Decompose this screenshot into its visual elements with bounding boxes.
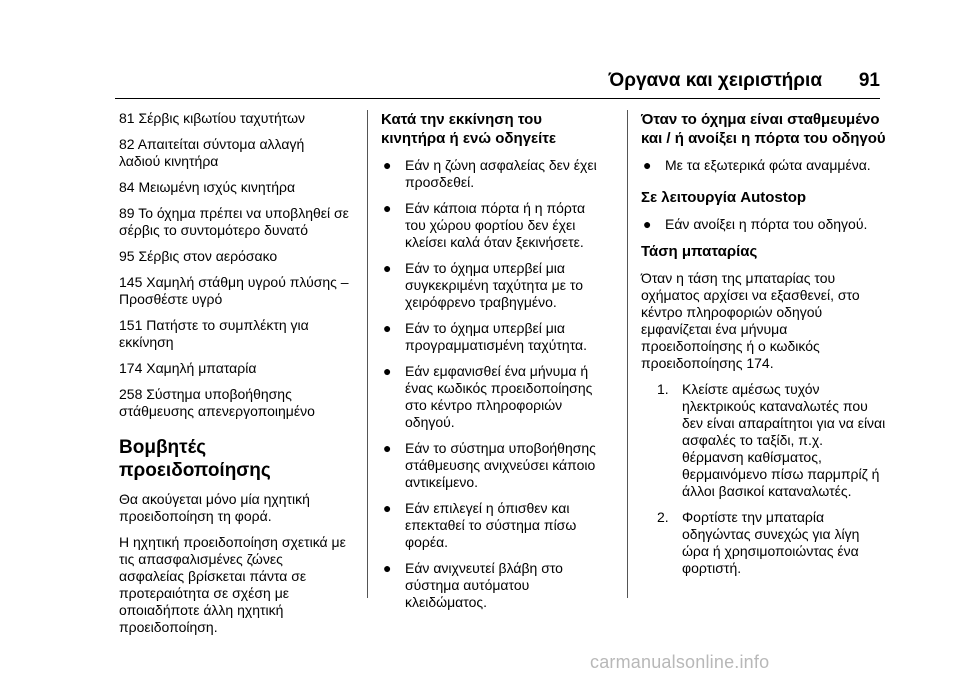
autostop-heading: Σε λειτουργία Autostop bbox=[641, 189, 807, 206]
list-item: ● Εάν ανιχνευτεί βλάβη στο σύστημα αυτόματου κλειδώματος. bbox=[383, 560, 563, 610]
list-item: ● Εάν ανοίξει η πόρτα του οδηγού. bbox=[643, 216, 868, 232]
bullet-icon: ● bbox=[643, 157, 652, 173]
page-header bbox=[0, 68, 880, 98]
column-2 bbox=[381, 110, 609, 620]
code-item: 82 Απαιτείται σύντομα αλλαγή λαδιού κινητήρα bbox=[119, 136, 305, 169]
chimes-paragraph-1: Θα ακούγεται μόνο μία ηχητική προειδοποίηση τη φορά. bbox=[119, 491, 310, 524]
engine-start-heading: Κατά την εκκίνηση του κινητήρα ή ενώ οδηγείτε bbox=[381, 111, 557, 147]
list-item: ● Εάν το σύστημα υποβοήθησης στάθμευσης ανιχνεύσει κάποιο αντικείμενο. bbox=[383, 440, 596, 490]
step-number: 1. bbox=[657, 381, 669, 397]
code-item: 89 Το όχημα πρέπει να υποβληθεί σε σέρβις το συντομότερο δυνατό bbox=[119, 205, 349, 238]
bullet-icon: ● bbox=[643, 216, 652, 232]
step-text: Κλείστε αμέσως τυχόν ηλεκτρικούς καταναλωτές που δεν είναι απαραίτητοι για να είναι ασφαλές το ταξίδι, π.χ. θέρμανση καθίσματος, θερμαινόμενο πίσω παρμπρίζ ή άλλοι βασικοί καταναλωτές. bbox=[682, 381, 886, 499]
chimes-heading: Βομβητές προειδοποίησης bbox=[119, 437, 271, 481]
watermark: carmanualsonline.info bbox=[590, 652, 770, 672]
step-number: 2. bbox=[657, 509, 669, 525]
list-item: ● Εάν κάποια πόρτα ή η πόρτα του χώρου φορτίου δεν έχει κλείσει καλά όταν ξεκινήσετε. bbox=[383, 200, 586, 250]
list-item: ● Εάν το όχημα υπερβεί μια προγραμματισμένη ταχύτητα. bbox=[383, 320, 588, 353]
list-item: ● Εάν το όχημα υπερβεί μια συγκεκριμένη ταχύτητα με το χειρόφρενο τραβηγμένο. bbox=[383, 260, 583, 310]
chimes-paragraph-2: Η ηχητική προειδοποίηση σχετικά με τις απασφαλισμένες ζώνες ασφαλείας βρίσκεται πάντα σε προτεραιότητα σε σχέση με οποιαδήποτε άλλη ηχητική προειδοποίηση. bbox=[119, 534, 346, 635]
code-item: 84 Μειωμένη ισχύς κινητήρα bbox=[119, 179, 296, 195]
code-item: 151 Πατήστε το συμπλέκτη για εκκίνηση bbox=[119, 317, 309, 350]
bullet-icon: ● bbox=[383, 320, 392, 336]
code-item: 174 Χαμηλή μπαταρία bbox=[119, 360, 257, 376]
bullet-icon: ● bbox=[383, 440, 392, 456]
battery-heading: Τάση μπαταρίας bbox=[641, 243, 758, 260]
list-item: ● Εάν η ζώνη ασφαλείας δεν έχει προσδεθεί. bbox=[383, 157, 597, 190]
list-item bbox=[641, 381, 886, 500]
bullet-icon: ● bbox=[383, 363, 392, 379]
list-item: ● Εάν εμφανισθεί ένα μήνυμα ή ένας κωδικός προειδοποίησης στο κέντρο πληροφοριών οδηγού. bbox=[383, 363, 593, 430]
page-number: 91 bbox=[858, 70, 880, 91]
column-1 bbox=[119, 110, 349, 645]
bullet-icon: ● bbox=[383, 157, 392, 173]
parked-heading: Όταν το όχημα είναι σταθμευμένο και / ή ανοίξει η πόρτα του οδηγού bbox=[641, 111, 886, 147]
column-divider-2 bbox=[627, 110, 628, 598]
battery-paragraph: Όταν η τάση της μπαταρίας του οχήματος αρχίσει να εξασθενεί, στο κέντρο πληροφοριών οδηγού εμφανίζεται ένα μήνυμα προειδοποίησης ή ο κωδικός προειδοποίησης 174. bbox=[641, 270, 860, 371]
list-item bbox=[641, 509, 886, 577]
step-text: Φορτίστε την μπαταρία οδηγώντας συνεχώς για λίγη ώρα ή χρησιμοποιώντας ένα φορτιστή. bbox=[682, 509, 860, 576]
list-item: ● Με τα εξωτερικά φώτα αναμμένα. bbox=[643, 157, 871, 173]
code-item: 95 Σέρβις στον αερόσακο bbox=[119, 248, 278, 264]
bullet-icon: ● bbox=[383, 560, 392, 576]
bullet-icon: ● bbox=[383, 500, 392, 516]
list-item: ● Εάν επιλεγεί η όπισθεν και επεκταθεί το σύστημα πίσω φορέα. bbox=[383, 500, 577, 550]
code-item: 81 Σέρβις κιβωτίου ταχυτήτων bbox=[119, 110, 305, 126]
column-3 bbox=[641, 110, 886, 586]
bullet-icon: ● bbox=[383, 260, 392, 276]
code-item: 145 Χαμηλή στάθμη υγρού πλύσης – Προσθέστε υγρό bbox=[119, 274, 349, 307]
code-item: 258 Σύστημα υποβοήθησης στάθμευσης απενεργοποιημένο bbox=[119, 386, 315, 419]
header-divider bbox=[115, 98, 880, 99]
bullet-icon: ● bbox=[383, 200, 392, 216]
section-title: Όργανα και χειριστήρια bbox=[608, 70, 822, 91]
column-divider-1 bbox=[367, 110, 368, 598]
